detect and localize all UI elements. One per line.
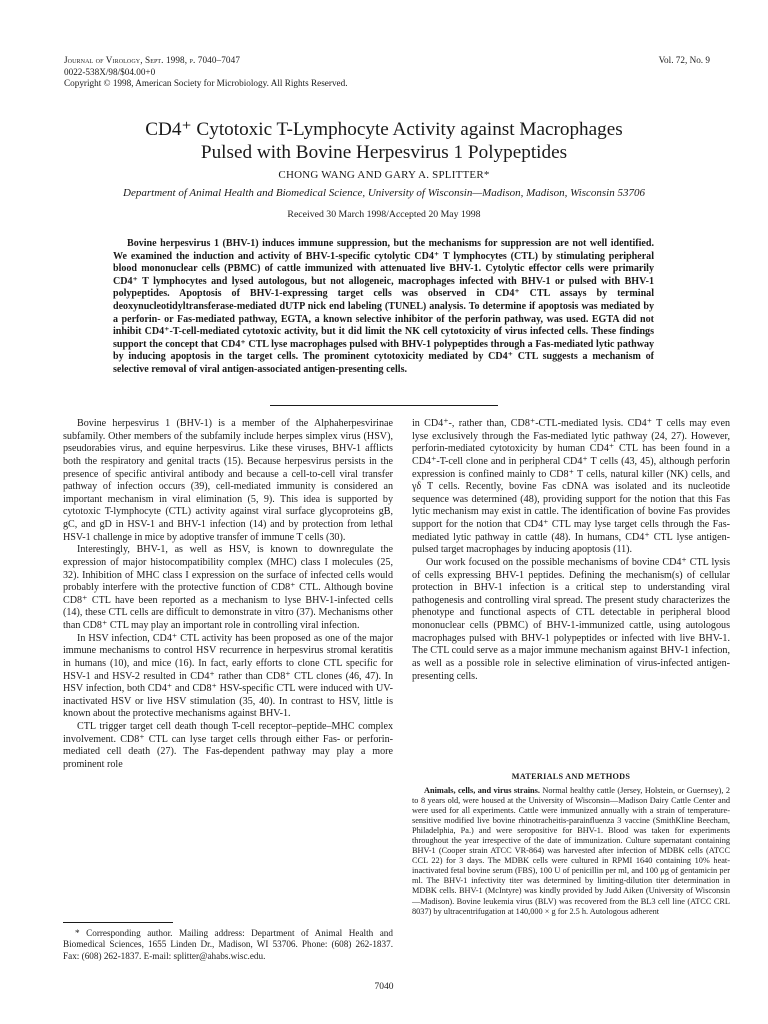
volume-issue: Vol. 72, No. 9: [658, 55, 710, 65]
intro-paragraph-6: Our work focused on the possible mechanisms of bovine CD4⁺ CTL lysis of cells expressing BHV-1 peptides. Defining the mechanism(s) of cellular protection in BHV-1 infection is a critical step to understanding viral pathogenesis and controlling viral spread. The present study characterizes the phenotype and functional aspects of CTL detectable in peripheral blood mononuclear cells (PBMC) of BHV-1-immunized cattle, using autologous macrophages pulsed with BHV-1 polypeptides or infected with live BHV-1. The CTL could serve as a major immune mechanism against BHV-1 infection, as well as a possible role in selective elimination of virus-infected antigen-presenting cells.: [412, 556, 730, 682]
intro-paragraph-3: In HSV infection, CD4⁺ CTL activity has been proposed as one of the major immune mechanisms to control HSV recurrence in herpesvirus stromal keratitis in humans (10), and mice (16). In fact, early efforts to clone CTL specific for HSV-1 and HSV-2 resulted in CD4⁺ rather than CD8⁺ CTL clones (46, 47). In HSV infection, both CD4⁺ and CD8⁺ HSV-specific CTL were induced with UV-inactivated HSV or live HSV stimulation (35, 40). In contrast to HSV, little is known about the protective mechanisms against BHV-1.: [63, 632, 393, 720]
intro-paragraph-4: CTL trigger target cell death though T-cell receptor–peptide–MHC complex involvement. CD8⁺ CTL can lyse target cells through either Fas- or perforin-mediated cell death (27). The Fas-dependent pathway may play a more prominent role: [63, 721, 393, 770]
page-number: 7040: [374, 982, 394, 992]
footnote-divider: [63, 922, 173, 923]
methods-heading: MATERIALS AND METHODS: [511, 772, 631, 781]
issn-line: 0022-538X/98/$04.00+0: [64, 66, 156, 77]
copyright-line: Copyright © 1998, American Society for Microbiology. All Rights Reserved.: [64, 78, 348, 89]
left-column: [63, 418, 393, 772]
title-line-2: Pulsed with Bovine Herpesvirus 1 Polypeptides: [200, 141, 568, 163]
affiliation: Department of Animal Health and Biomedical Science, University of Wisconsin—Madison, Madison, Wisconsin 53706: [123, 187, 645, 199]
methods-text: Normal healthy cattle (Jersey, Holstein, or Guernsey), 2 to 8 years old, were housed at the University of Wisconsin—Madison Dairy Cattle Center and were used for all experiments. Cattle were immunized annually with a strain of temperature-sensitive modified live bovine rhinotracheitis-parainfluenza 3 vaccine (SmithKline Beecham, Philadelphia, Pa.) and were seropositive for BHV-1. Blood was taken for experiments throughout the year irrespective of the date of immunization. Culture supernatant containing BHV-1 (Cooper strain ATCC VR-864) was harvested after infection of MDBK cells (ATCC CCL 22) for 3 days. The MDBK cells were cultured in RPMI 1640 containing 10% heat-inactivated fetal bovine serum (FBS), 100 U of penicillin per ml, and 100 μg of gentamicin per ml. The BHV-1 infectivity titer was determined by limiting-dilution titer determination in MDBK cells. BHV-1 (McIntyre) was kindly provided by Judd Aiken (University of Wisconsin—Madison). Bovine leukemia virus (BLV) was recovered from the BL3 cell line (ATCC CRL 8037) by ultracentrifugation at 140,000 × g for 2.5 h. Autologous adherent: [412, 786, 730, 916]
author-list: CHONG WANG AND GARY A. SPLITTER*: [278, 169, 490, 181]
journal-citation: Journal of Virology, Sept. 1998, p. 7040–7047: [64, 55, 241, 65]
intro-paragraph-1: Bovine herpesvirus 1 (BHV-1) is a member of the Alphaherpesvirinae subfamily. Other members of the subfamily include herpes simplex virus (HSV), pseudorabies virus, and equine herpesvirus. Like these viruses, BHV-1 afflicts both the respiratory and genital tracts (15). Because herpesvirus persists in the presence of specific antiviral antibody and because a cell-to-cell viral transfer pathway of infection occurs (39), cell-mediated immunity is considered an important mechanism in viral elimination (5, 9). This idea is supported by cytotoxic T-lymphocyte (CTL) activity against viral surface glycoproteins gB, gC, and gD in HSV-1 and BHV-1 infection (14) and by protection from lethal HSV-1 challenge in mice by adoptive transfer of immune T cells (30).: [63, 418, 393, 543]
title-line-1: CD4⁺ Cytotoxic T-Lymphocyte Activity against Macrophages: [145, 119, 623, 140]
methods-subheading: Animals, cells, and virus strains.: [424, 786, 540, 795]
running-header: [64, 55, 504, 90]
corresponding-author-footnote: * Corresponding author. Mailing address: Department of Animal Health and Biomedical Sciences, 1655 Linden Dr., Madison, WI 53706. Phone: (608) 262-1837. Fax: (608) 262-1837. E-mail: splitter@ahabs.wisc.edu.: [63, 928, 393, 961]
intro-paragraph-2: Interestingly, BHV-1, as well as HSV, is known to downregulate the expression of major histocompatibility complex (MHC) class I molecules (25, 32). Inhibition of MHC class I expression on the surface of infected cells would probably interfere with the protective function of CD8⁺ CTL. Although bovine CD8⁺ CTL have been reported as a mechanism to lyse BHV-1-infected cells (14), these CTL cells are difficult to demonstrate in vitro (37). Mechanisms other than CD8⁺ CTL may play an important role in controlling viral infection.: [63, 544, 393, 631]
abstract: Bovine herpesvirus 1 (BHV-1) induces immune suppression, but the mechanisms for suppression are not well identified. We examined the induction and activity of BHV-1-specific cytolytic CD4⁺ T lymphocytes (CTL) by stimulating peripheral blood mononuclear cells (PBMC) of cattle immunized with attenuated live BHV-1. Cytolytic effector cells were primarily CD4⁺ T lymphocytes and lysed autologous, but not allogeneic, macrophages infected with BHV-1 or pulsed with BHV-1 polypeptides. Apoptosis of BHV-1-expressing target cells was observed in CD4⁺ CTL assays by terminal deoxynucleotidyltransferase-mediated dUTP nick end labeling (TUNEL) analysis. To determine if apoptosis was mediated by a perforin- or Fas-mediated pathway, EGTA, a known selective inhibitor of the perforin pathway, was used. EGTA did not inhibit CD4⁺-T-cell-mediated cytotoxic activity, but it did limit the NK cell cytotoxicity of virus infected cells. These findings support the concept that CD4⁺ CTL lyse macrophages pulsed with BHV-1 polypeptides through a Fas-mediated lytic pathway by inducing apoptosis in the target cells. The prominent cytotoxicity mediated by CD4⁺ CTL suggests a mechanism of selective removal of viral antigen-associated antigen-presenting cells.: [113, 238, 654, 375]
article-title: [60, 119, 708, 164]
right-column: [412, 418, 730, 683]
received-dates: Received 30 March 1998/Accepted 20 May 1998: [287, 209, 481, 220]
intro-paragraph-5: in CD4⁺-, rather than, CD8⁺-CTL-mediated lysis. CD4⁺ T cells may even lyse exclusively through the Fas-mediated lytic pathway (24, 27). However, perforin-mediated cytotoxicity by human CD4⁺ CTL has been found in a CD4⁺-T-cell clone and in peripheral CD4⁺ T cells (43, 45), although perforin expression is confined mainly to CD8⁺ T cells, natural killer (NK) cells, and γδ T cells. Recently, bovine Fas cDNA was isolated and its nucleotide sequence was determined (48), providing support for the notion that this Fas lytic mechanism may exist in cattle. The identification of bovine Fas provides support for the notion that CD4⁺ CTL may lyse target cells through the Fas-mediated lytic pathway in cattle (48). In humans, CD4⁺ CTL lyse antigen-pulsed target macrophages by inducing apoptosis (11).: [412, 418, 730, 556]
abstract-divider: [270, 405, 498, 406]
methods-paragraph: [412, 786, 730, 917]
